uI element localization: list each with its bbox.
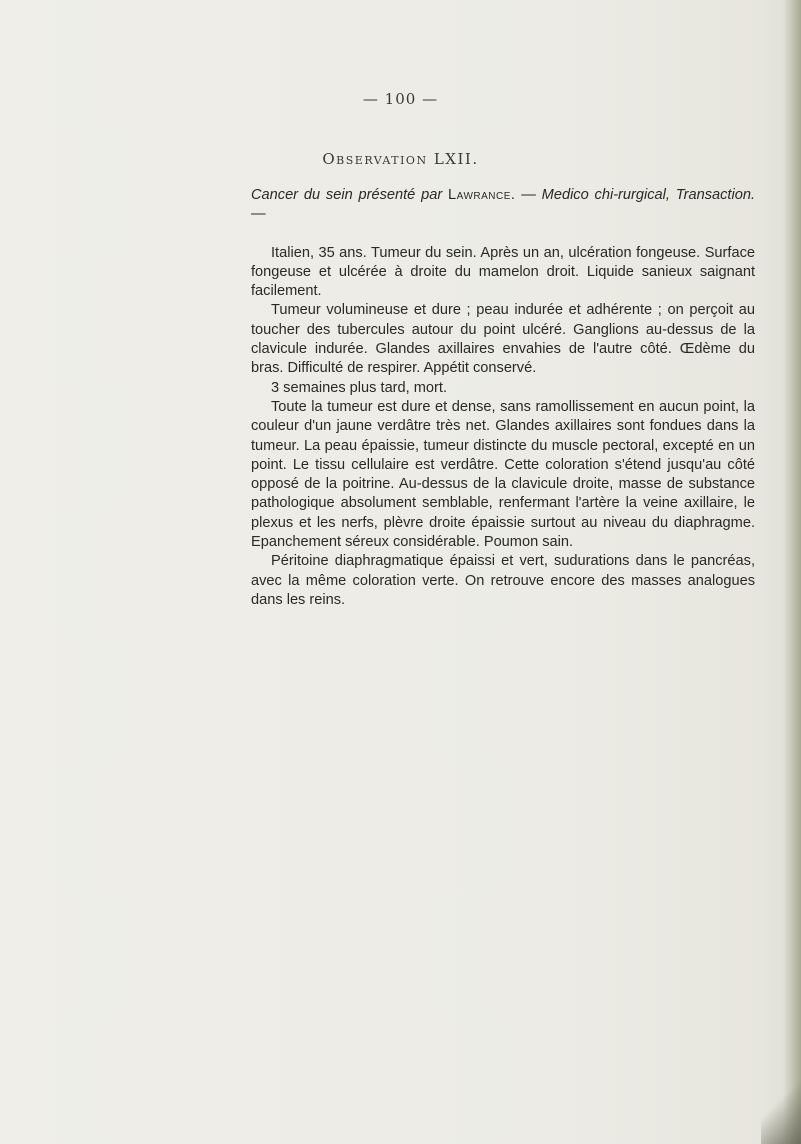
page-corner-shadow (761, 1074, 801, 1144)
page-edge-shadow (783, 0, 801, 1144)
source-suffix: — Medico chi-rurgical, Transaction. — (251, 187, 755, 223)
source-prefix: Cancer du sein présenté par (251, 187, 449, 203)
paragraph-4: Toute la tumeur est dure et dense, sans ramollissement en aucun point, la couleur d'un jaune verdâtre très net. Glandes axillaires sont fondues dans la tumeur. La peau épaissie, tumeur distincte du muscle pectoral, excepté en un point. Le tissu cellulaire est verdâtre. Cette coloration s'étend jusqu'au côté opposé de la poitrine. Au-dessus de la clavicule droite, masse de substance pathologique absolument semblable, renfermant l'artère la veine axillaire, le plexus et les nerfs, plèvre droite épaissie surtout au niveau du diaphragme. Epanchement séreux considérable. Poumon sain. (251, 398, 755, 551)
document-body (251, 186, 755, 610)
paragraph-2: Tumeur volumineuse et dure ; peau indurée et adhérente ; on perçoit au toucher des tubercules autour du point ulcéré. Ganglions au-dessus de la clavicule indurée. Glandes axillaires envahies de l'autre côté. Œdème du bras. Difficulté de respirer. Appétit conservé. (251, 302, 755, 377)
page-number: — 100 — (362, 90, 439, 108)
observation-title: Observation LXII. (322, 150, 479, 168)
paragraph-1: Italien, 35 ans. Tumeur du sein. Après un an, ulcération fongeuse. Surface fongeuse et ulcérée à droite du mamelon droit. Liquide sanieux saignant facilement. (251, 244, 755, 300)
paragraph-5: Péritoine diaphragmatique épaissi et vert, sudurations dans le pancréas, avec la même coloration verte. On retrouve encore des masses analogues dans les reins. (251, 553, 755, 608)
paragraph-3: 3 semaines plus tard, mort. (271, 379, 448, 396)
source-citation (251, 186, 755, 225)
source-author: Lawrance. (448, 187, 516, 203)
